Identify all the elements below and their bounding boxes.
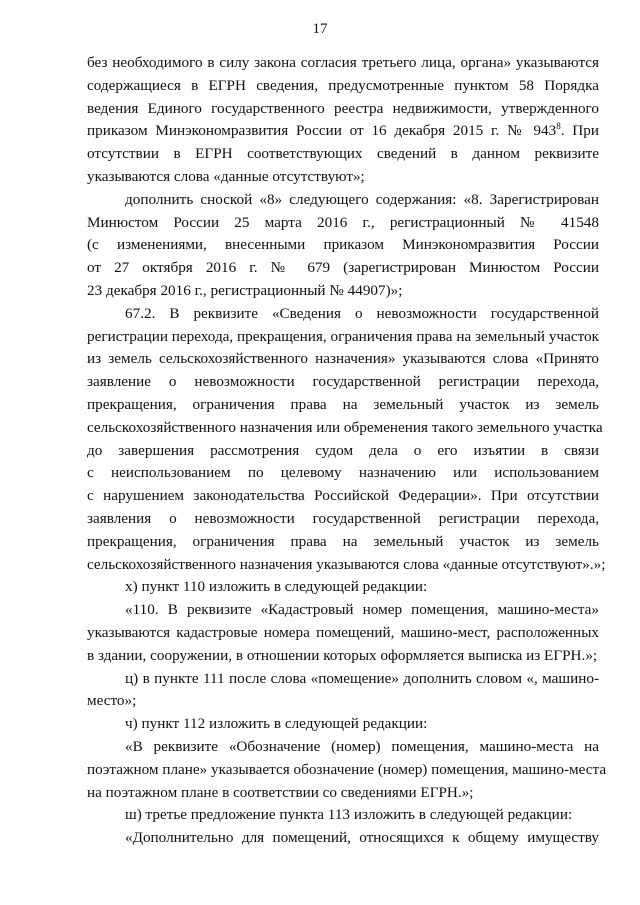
- text-line-content: сельскохозяйственного назначения или обременения такого земельного участка: [87, 418, 603, 436]
- text-line: [87, 440, 599, 463]
- text-line: [87, 736, 599, 759]
- text-line-content: «Дополнительно для помещений, относящихся к общему имуществу: [125, 829, 599, 847]
- text-line: [87, 531, 599, 554]
- text-line: [87, 234, 599, 257]
- text-line-content: от 27 октября 2016 г. № 679 (зарегистрирован Минюстом России: [87, 259, 599, 277]
- text-line: [87, 280, 599, 303]
- text-line: [87, 804, 599, 827]
- text-line: [87, 485, 599, 508]
- text-line: [87, 371, 599, 394]
- text-line: [87, 394, 599, 417]
- text-line-content: из земель сельскохозяйственного назначения» указываются слова «Принято: [87, 350, 599, 368]
- text-line-content: на поэтажном плане в соответствии со сведениями ЕГРН.»;: [87, 783, 474, 801]
- text-line-content: прекращения, ограничения права на земельный участок из земель: [87, 395, 599, 413]
- text-line: [87, 257, 599, 280]
- text-line: [87, 143, 599, 166]
- text-line: [87, 348, 599, 371]
- text-line-content: с нарушением законодательства Российской Федерации». При отсутствии: [87, 487, 599, 505]
- text-line: [87, 690, 599, 713]
- text-line: [87, 212, 599, 235]
- text-line-content: ч) пункт 112 изложить в следующей редакции:: [125, 715, 428, 733]
- text-line: [87, 622, 599, 645]
- text-line: [87, 508, 599, 531]
- footnote-marker: 8: [556, 121, 561, 132]
- text-line: [87, 827, 599, 850]
- text-line: [87, 417, 603, 440]
- text-line-content: с неиспользованием по целевому назначению или использованием: [87, 464, 599, 482]
- text-line: [87, 98, 599, 121]
- text-line-content: содержащиеся в ЕГРН сведения, предусмотренные пунктом 58 Порядка: [87, 76, 599, 94]
- text-line-content: 67.2. В реквизите «Сведения о невозможности государственной: [125, 304, 599, 322]
- document-body: [87, 52, 607, 850]
- text-line: [87, 75, 599, 98]
- text-line: [87, 554, 606, 577]
- page-number: 17: [312, 21, 328, 37]
- text-line: [87, 713, 599, 736]
- text-line-content: до завершения рассмотрения судом дела о его изъятии в связи: [87, 441, 599, 459]
- text-line-content: прекращения, ограничения права на земельный участок из земель: [87, 532, 599, 550]
- text-line-content: ц) в пункте 111 после слова «помещение» дополнить словом «, машино-: [125, 669, 599, 687]
- text-line: [87, 166, 599, 189]
- text-line-content: 23 декабря 2016 г., регистрационный № 44907)»;: [87, 281, 403, 299]
- text-line-content: Минюстом России 25 марта 2016 г., регистрационный № 41548: [87, 213, 599, 231]
- text-line-content: место»;: [87, 692, 137, 710]
- text-line-content: отсутствии в ЕГРН соответствующих сведений в данном реквизите: [87, 145, 599, 163]
- text-line-content: ш) третье предложение пункта 113 изложить в следующей редакции:: [125, 806, 573, 824]
- text-line: [87, 599, 599, 622]
- text-line-content: х) пункт 110 изложить в следующей редакции:: [125, 578, 428, 596]
- text-line: [87, 576, 599, 599]
- text-line: [87, 782, 599, 805]
- text-line-tail: . При: [560, 122, 599, 140]
- text-line: [87, 759, 607, 782]
- text-line: [87, 645, 599, 668]
- text-line: [87, 303, 599, 326]
- text-line: [87, 189, 599, 212]
- text-line-content: дополнить сноской «8» следующего содержания: «8. Зарегистрирован: [125, 190, 599, 208]
- text-line-content: «110. В реквизите «Кадастровый номер помещения, машино-места»: [125, 601, 599, 619]
- text-line: [87, 462, 599, 485]
- text-line-content: поэтажном плане» указывается обозначение (номер) помещения, машино-места: [87, 760, 607, 778]
- text-line-content: регистрации перехода, прекращения, ограничения права на земельный участок: [87, 327, 599, 345]
- text-line-content: указываются кадастровые номера помещений, машино-мест, расположенных: [87, 623, 599, 641]
- text-line: [87, 120, 599, 143]
- text-line-content: ведения Единого государственного реестра недвижимости, утвержденного: [87, 99, 599, 117]
- text-line-content: заявление о невозможности государственной регистрации перехода,: [87, 373, 599, 391]
- text-line-content: в здании, сооружении, в отношении которых оформляется выписка из ЕГРН.»;: [87, 646, 598, 664]
- text-line-content: сельскохозяйственного назначения указываются слова «данные отсутствуют».»;: [87, 555, 606, 573]
- text-line-content: заявления о невозможности государственной регистрации перехода,: [87, 509, 599, 527]
- text-line-content: (с изменениями, внесенными приказом Минэкономразвития России: [87, 236, 599, 254]
- text-line: [87, 52, 599, 75]
- text-line-content: «В реквизите «Обозначение (номер) помещения, машино-места на: [125, 737, 599, 755]
- text-line-content: указываются слова «данные отсутствуют»;: [87, 167, 365, 185]
- text-line: [87, 668, 599, 691]
- text-line: [87, 326, 599, 349]
- text-line-content: без необходимого в силу закона согласия третьего лица, органа» указываются: [87, 54, 599, 71]
- text-line-content: приказом Минэкономразвития России от 16 декабря 2015 г. № 943: [87, 122, 557, 140]
